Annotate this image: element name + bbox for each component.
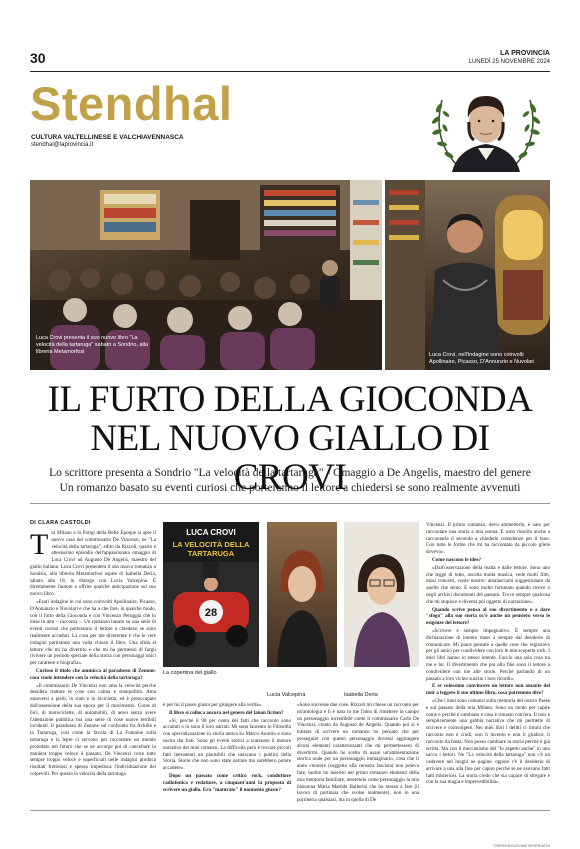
issue-date: LUNEDÌ 25 NOVEMBRE 2024	[468, 59, 550, 65]
luca-crovi-illustration	[385, 180, 550, 370]
byline: DI CLARA CASTOLDI	[30, 520, 91, 526]
interview-question: Come nascono le idee?	[432, 556, 482, 563]
paragraph: ra Milano e la Parigi della Belle Époque si apre il nuovo caso del commissario De Vincenzi, ne "La velocità della tartaruga", edito da Rizzoli, quarto e attesissimo episodio dell'appassionato omaggio di Luca Crovi ad Augusto De Angelis, maestro del giallo italiano. Luca Crovi presenterà il suo nuovo romanzo a Sondrio, alla libreria Metamorfosi ospite di Isabella Deria, sabato alle 18, in dialogo con Lucia Valcepina. È direttamente l'autore a offrire qualche anticipazione sul suo nuovo libro.	[30, 530, 156, 598]
copyright-notice: ©RIPRODUZIONE RISERVATA	[493, 843, 550, 848]
deck-line-1: Lo scrittore presenta a Sondrio "La velocità della tartaruga" - Omaggio a De Angelis, maestro del genere	[49, 467, 531, 479]
isabella-deria-photo	[344, 522, 419, 667]
right-photo-caption: Luca Crovi, nell'indagine sono coinvolti Apollinaire, Picasso, D'Annunzio e Nuvolari	[429, 352, 535, 365]
paragraph: «Che i miei sono romanzi sulla memoria del nostro Paese e sul passato della mia Milano. Sono un modo per capire come e perché è cambiato e cosa è rimasto com'era. Il noir è semplicemente una gabbia narrativa che mi permette di scrivere e coinvolgere. Nei miei libri i delitti ci rimini che racconto non è crudi, non li invento e non li giudico, li racconto da basta. Non posso cambiare la storia perché è già scritta. Ma con il meccanismo del "lo aspetto anche" in uno sacco i lettori. Ne "La velocità della tartaruga" non c'è un cadavere nei luoghi ne pagine, oppure c'è il desiderio di arrivare a una alla fine per capire perché se ne avevano fatti fatti misteriosi. La storia credo che sia capace di stregare e con la sua magia e imprevedibilità».	[426, 697, 550, 786]
article-column-4	[426, 522, 550, 805]
article-column-1	[30, 530, 156, 805]
page-number: 30	[30, 50, 46, 66]
interview-question: E se volessimo convincere un lettore non amante del noir a leggere il suo ultimo libro, cosa potremmo dire?	[426, 683, 550, 697]
newspaper-header	[469, 50, 550, 66]
article-column-2	[163, 702, 291, 805]
woman-portrait-2	[344, 522, 419, 667]
headline-line-1: IL FURTO DELLA GIOCONDA	[47, 379, 533, 420]
lucia-valcepina-photo	[267, 522, 337, 667]
bookshop-event-photo	[30, 180, 382, 370]
book-cover-caption: La copertina del giallo	[163, 670, 217, 676]
paragraph: «Esarì indagine in cui sono coinvolti Apollinaire, Picasso, D'Annunzio e Nuvolari e che ha a che fare, in qualche modo, con il furto della Gioconda e con Vincenzo Peruggia che lo mise in atto – racconta –. Un romanzo basato su una serie di eventi curiosi che porteranno il lettore a chiedersi se sono realmente accaduti. La cosa per me divertente è che le vere indagini partiranno una volta chiuso il libro. Una sfida al lettore che mi ha divertito e che mi ha permesso di fargli rivivere un periodo speciale della storia con personaggi unici per carattere e biografia».	[30, 598, 156, 667]
book-title: LA VELOCITÀ DELLA TARTARUGA	[172, 540, 250, 558]
interview-question: Dopo un passato come critico rock, conduttore radiofonico e redattore, a cinquant'anni la proposta di scrivere un giallo. Era "maturato" il momento giusto?	[163, 772, 291, 793]
paragraph: «Sono successe due cose. Rizzoli mi chiese un racconto per un'antologia e lì è nata in me l'idea di rimettere in campo un personaggio incredibile come il commissario Carlo De Vincenzi, creato da Augusto de Angelis. Quando poi si è trattato di scrivere un romanzo ho pensato che per proseguire con questo personaggio dovessi aggiungere alcuni elementi caratterizzanti che mi permettessero di divertirmi. Quando ho scelto di usare un'ambientazione storica reale per un personaggio immaginario, cosa che li aiuto crearore (soggetto alla censura fascista) non poteva fare, inoltre ho inserito nel primo romanzo elementi della mia memoria familiare, inserendo come personaggio la mia bisnonna Maria Matilde Ballerini che ho messo a fare (il lavoro di portinaia che svolse realmente), non in una portineria qualsiasi, ma in quella di De	[297, 702, 419, 804]
paragraph: «Il commissario De Vincenzi non ama la velocità perché desidera trattare le cose con calma e tranquillità. Ama muoversi a piedi, in tram e in bicicletta, ed è preoccupato dall'ossessione della sua epoca per il movimento. Corse di bici, di motociclette, di automobili, di aerei senza avere l'attenzione pubblica ma una serie di cose nuove terribili incidenti. Il paradosso di Zenone sul confronto fra Achille e la Tartaruga, così come la favola di La Fontaine sulla tartaruga e la lepre ci servono per raccontare un mondo proiettato nel futuro che se ne accorge poi di cancellare in maniera troppo veloce il passato. De Vincenzi corre tutto sempre troppo veloce e superficiali nelle indagini produca risultati frettolosi e spesso impedisca l'individuazione dei colpevoli. Per questo la velocità della tartaruga	[30, 682, 156, 777]
luca-crovi-photo	[385, 180, 550, 370]
car-number: 28	[204, 607, 218, 619]
paragraph: «Sì, perché il 90 per cento dei fatti che racconto sono accaduti o lo sono il loro narrati. Mi sono laureato in Filosofia con specializzazione in storia antica su Marco Aurelio e sono uscito dai fiati. Sono gli eventi storici a scatenare il motore narrativo dei miei romanzi. La difficoltà però è trovare piccoli fatti inesistenti un plausibili che uniscano i puntini della Storia. Storie che non sono state narrate ma sarebbero potute accadere».	[163, 717, 291, 772]
paragraph: «Scrivere è sempre impegnativo. È sempre una dichiarazione di intento mass a sempre dal desiderio di comunicare. Mi piace pensare a quelle cose che registravo per gli amici per condividere con loro le mie scoperte rock. I miei libri hanno lo stesso intento. Faccio una sola cosa tra me e lui. Il divertimento che poi alla fine sono il lettore a condividere con me alle storie. Perché parlando di un passato a loro vicino suscito i loro ricordi».	[426, 627, 550, 682]
newspaper-name: LA PROVINCIA	[500, 50, 550, 57]
deria-caption: Isabella Deria	[344, 692, 378, 698]
top-divider	[30, 71, 550, 72]
book-cover	[163, 522, 259, 667]
section-email: stendhal@laprovincia.it	[31, 142, 94, 148]
stendhal-portrait	[422, 78, 550, 172]
deck-line-2: Un romanzo basato su eventi curiosi che porteranno il lettore a chiedersi se sono realmente avvenuti	[59, 482, 521, 494]
woman-portrait-1	[267, 522, 337, 667]
section-subtitle: CULTURA VALTELLINESE E VALCHIAVENNASCA	[31, 134, 184, 141]
paragraph: «Dall'osservazione della realtà e dalle letture. Sono uno che legge di tutto, ascolta molta musica, vede molti film, musi concerti, vuole mostre: amalasciami suggestionare da quello che sento. E sono molto fortunato quando riceve o negli archivi documenti del passato. Trovo sempre qualcosa che mi stupisce e diventa poi oggetto di narrazione».	[426, 564, 550, 605]
footer-divider	[30, 810, 550, 811]
left-photo-caption: Luca Crovi presenta il suo nuovo libro "La velocità della tartaruga" sabato a Sondrio, alla libreria Metamorfosi	[36, 335, 149, 355]
race-car-illustration	[163, 562, 259, 667]
interview-question: Il libro si colloca ancora nel genere del lanon fiction?	[169, 709, 284, 716]
headline-line-2: NEL NUOVO GIALLO DI CROVI	[90, 418, 490, 498]
article-column-3	[297, 702, 419, 805]
section-title: Stendhal	[30, 77, 233, 130]
valcepina-caption: Lucia Valcepina	[267, 692, 306, 698]
interview-question: Curioso il titolo che ammicca al paradosso di Zenone: cosa vuole intendere con la velocità della tartaruga?	[30, 667, 156, 681]
drop-cap: T	[30, 530, 49, 561]
paragraph: è per lui il passo giusto per giungere alla verità».	[163, 702, 263, 708]
deck-divider	[30, 503, 550, 504]
paragraph: Vincenzi. Il primo romanzo, devo ammetterlo, è nato per raccontare una storia a mia nonna. E sono riuscito anche a raccontarle il secondo a chiederle consulenze per il tono. Con tutte le forme che mi ha raccontato da piccolo gliele dovevo».	[426, 522, 550, 556]
interview-question: Quando scrive pensa al suo divertimento o a dare "sfogo" alla suo storia oc'è anche un pensiero verso le esigenze del lettore?	[426, 606, 550, 627]
book-author: LUCA CROVI	[186, 528, 236, 537]
